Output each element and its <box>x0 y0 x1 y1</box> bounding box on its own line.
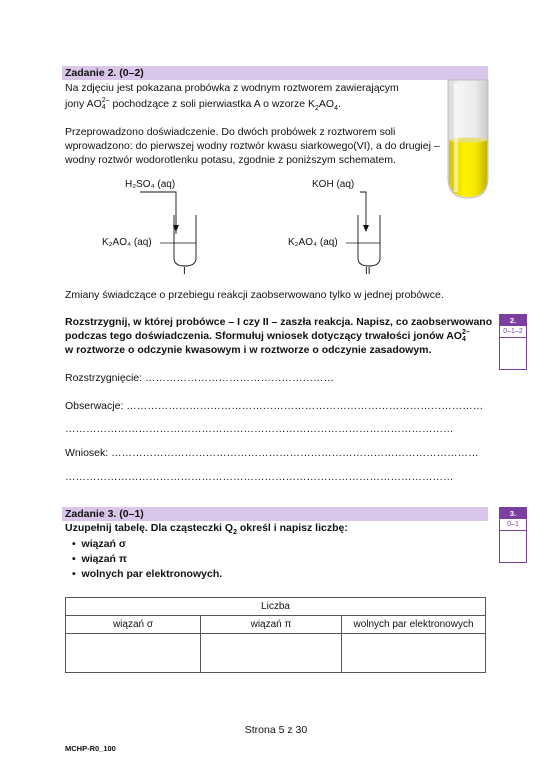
page-number: Strona 5 z 30 <box>244 724 308 736</box>
task2-exp-line3: wodny roztwór wodorotlenku potasu, zgodnie z poniższym schematem. <box>65 154 396 166</box>
observation-note: Zmiany świadczące o przebiegu reakcji zaobserwowano tylko w jednej probówce. <box>65 289 444 301</box>
scheme-label1: I <box>183 266 186 277</box>
answer-conclusion-line2[interactable]: ………………………………………………………………………………………………… <box>65 471 454 483</box>
score-box-task2-range: 0–1–2 <box>500 326 526 338</box>
arrow2-head <box>363 225 369 232</box>
answer-cell-lone-pairs[interactable] <box>342 634 486 673</box>
task3-instruction: Uzupełnij tabelę. Dla cząsteczki $Q_2$ określ i napisz liczbę: <box>65 522 348 537</box>
answer-decision-line[interactable]: Rozstrzygnięcie: ……………………………………………… <box>65 372 334 384</box>
answer-cell-pi[interactable] <box>201 634 342 673</box>
bond-count-table <box>65 597 486 673</box>
task3-header: Zadanie 3. (0–1) <box>62 507 488 521</box>
score-box-task2 <box>499 314 527 370</box>
table-title: Liczba <box>66 598 486 616</box>
arrow2 <box>360 192 366 228</box>
task3-bullet-3: • wolnych par elektronowych. <box>72 568 223 580</box>
task2-question-line2: podczas tego doświadczenia. Sformułuj wniosek dotyczący trwałości jonów AO 2– 4 <box>65 329 470 344</box>
task2-question-line1: Rozstrzygnij, w której probówce – I czy II – zaszła reakcja. Napisz, co zaobserwowano <box>65 316 493 328</box>
score-box-task3 <box>499 507 527 563</box>
scheme-reagent2: KOH (aq) <box>312 179 355 190</box>
answer-observations-line[interactable]: Obserwacje: ………………………………………………………………………………………… <box>65 400 484 412</box>
scheme-salt2: K₂AO₄ (aq) <box>288 237 338 248</box>
tube1 <box>174 215 196 266</box>
task2-question-line3: w roztworze o odczynie kwasowym i w roztworze o odczynie zasadowym. <box>65 344 432 356</box>
scheme-salt1: K₂AO₄ (aq) <box>102 237 152 248</box>
task3-bullet-2: • wiązań π <box>72 553 127 565</box>
bullet-icon: • <box>72 568 76 580</box>
answer-conclusion-line[interactable]: Wniosek: …………………………………………………………………………………………… <box>65 447 479 459</box>
task2-exp-line2: wprowadzono: do pierwszej wodny roztwór kwasu siarkowego(VI), a do drugiej – <box>65 140 440 152</box>
table-header-lone-pairs: wolnych par elektronowych <box>342 616 486 634</box>
bullet-icon: • <box>72 553 76 565</box>
answer-observations-line2[interactable]: ………………………………………………………………………………………………… <box>65 423 454 435</box>
task2-intro-line1: Na zdjęciu jest pokazana probówka z wodnym roztworem zawierającym <box>65 82 399 94</box>
task3-bullet-1: • wiązań σ <box>72 538 127 550</box>
scheme-reagent1: H₂SO₄ (aq) <box>125 179 176 190</box>
table-header-pi: wiązań π <box>201 616 342 634</box>
task2-intro-line2: jony AO 2– 4 pochodzące z soli pierwiastka A o wzorze $K_2AO_4$. <box>65 97 341 113</box>
bullet-icon: • <box>72 538 76 550</box>
score-box-task2-number: 2. <box>500 315 526 326</box>
score-box-task3-range: 0–1 <box>500 519 526 531</box>
task2-header: Zadanie 2. (0–2) <box>62 66 488 80</box>
exam-code: MCHP-R0_100 <box>65 744 116 753</box>
tube2 <box>358 215 380 266</box>
scheme-label2: II <box>365 266 371 277</box>
table-header-sigma: wiązań σ <box>66 616 201 634</box>
task2-exp-line1: Przeprowadzono doświadczenie. Do dwóch probówek z roztworem soli <box>65 126 396 138</box>
answer-cell-sigma[interactable] <box>66 634 201 673</box>
score-box-task3-number: 3. <box>500 508 526 519</box>
arrow1 <box>140 192 176 228</box>
